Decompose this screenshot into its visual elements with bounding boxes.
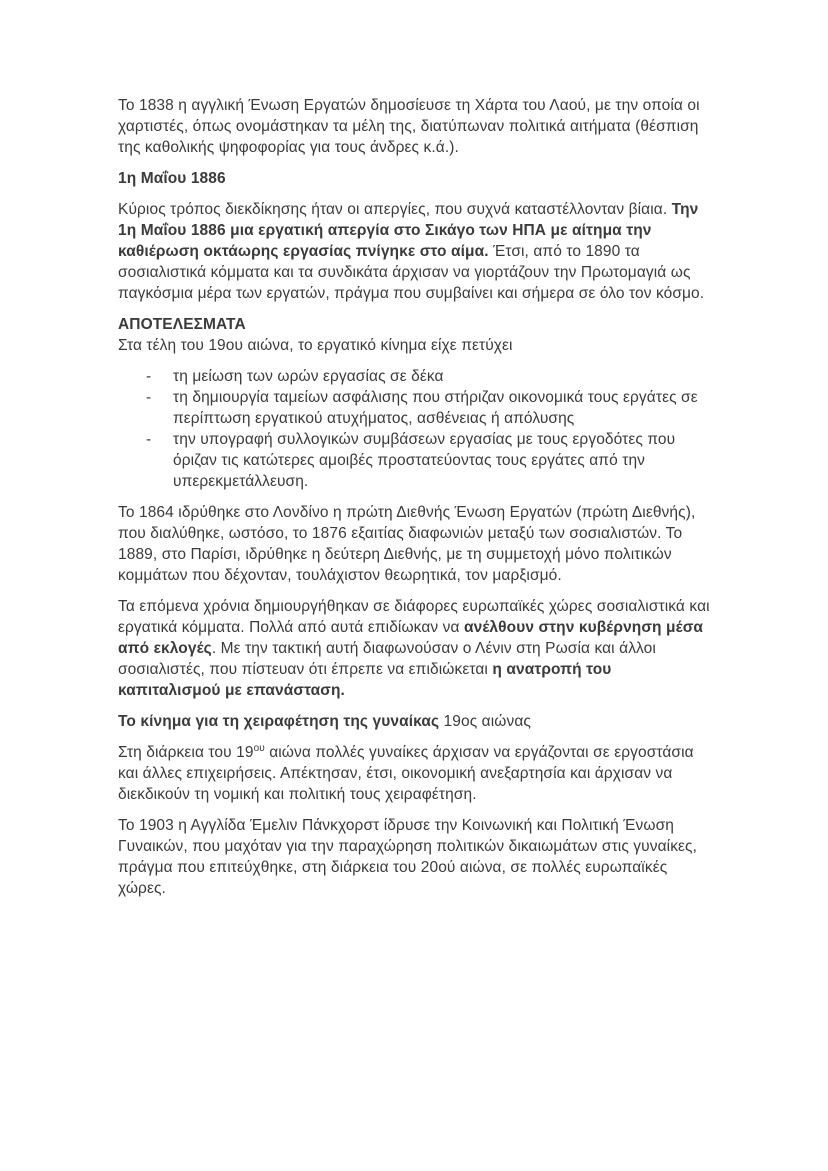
ordinal-superscript: ου xyxy=(253,742,265,754)
bullet-dash: - xyxy=(146,389,152,406)
list-item-text: την υπογραφή συλλογικών συμβάσεων εργασίας με τους εργοδότες που όριζαν τις κατώτερες αμοιβές προστατεύοντας τους εργάτες από την υπερεκμετάλλευση. xyxy=(173,431,676,490)
text-run: Στη διάρκεια του 19 xyxy=(118,744,254,761)
paragraph-internationals: Το 1864 ιδρύθηκε στο Λονδίνο η πρώτη Διεθνής Ένωση Εργατών (πρώτη Διεθνής), που διαλύθηκε, ωστόσο, το 1876 εξαιτίας διαφωνιών μεταξύ των σοσιαλιστών. Το 1889, στο Παρίσι, ιδρύθηκε η δεύτερη Διεθνής, με τη συμμετοχή μόνο πολιτικών κομμάτων που δέχονταν, τουλάχιστον θεωρητικά, τον μαρξισμό. xyxy=(118,504,696,584)
text-run: αιώνα πολλές γυναίκες άρχισαν να εργάζονται σε εργοστάσια και άλλες επιχειρήσεις. Απέκτησαν, έτσι, οικονομική ανεξαρτησία και άρχισαν να διεκδικούν τη νομική και πολιτική τους χειραφέτηση. xyxy=(118,744,694,803)
list-item xyxy=(118,366,714,387)
paragraph-women-work xyxy=(118,742,714,805)
text-run: Έτσι, από το 1890 τα σοσιαλιστικά κόμματα και τα συνδικάτα άρχισαν να γιορτάζουν την Πρωτομαγιά ως παγκόσμια μέρα των εργατών, πράγμα που συμβαίνει και σήμερα σε όλο τον κόσμο. xyxy=(118,243,705,302)
list-item-text: τη μείωση των ωρών εργασίας σε δέκα xyxy=(173,368,444,385)
results-bullet-list xyxy=(118,366,714,492)
paragraph-chartists: Το 1838 η αγγλική Ένωση Εργατών δημοσίευσε τη Χάρτα του Λαού, με την οποία οι χαρτιστές, όπως ονομάστηκαν τα μέλη της, διατύπωναν πολιτικά αιτήματα (θέσπιση της καθολικής ψηφοφορίας για τους άνδρες κ.ά.). xyxy=(118,97,700,156)
paragraph-strikes xyxy=(118,199,714,304)
paragraph-results-intro: Στα τέλη του 19ου αιώνα, το εργατικό κίνημα είχε πετύχει xyxy=(118,337,513,354)
heading-text-bold: Το κίνημα για τη χειραφέτηση της γυναίκας xyxy=(118,713,440,730)
paragraph-pankhurst: Το 1903 η Αγγλίδα Έμελιν Πάνκχορστ ίδρυσε την Κοινωνική και Πολιτική Ένωση Γυναικών, που μαχόταν για την παραχώρηση πολιτικών δικαιωμάτων στις γυναίκες, πράγμα που επιτεύχθηκε, στη διάρκεια του 20ού αιώνα, σε πολλές ευρωπαϊκές χώρες. xyxy=(118,817,698,897)
heading-results: ΑΠΟΤΕΛΕΣΜΑΤΑ xyxy=(118,316,246,333)
heading-text: 19ος αιώνας xyxy=(439,713,531,730)
heading-may-day-1886: 1η Μαΐου 1886 xyxy=(118,170,226,187)
bullet-dash: - xyxy=(146,431,152,448)
text-run: Κύριος τρόπος διεκδίκησης ήταν οι απεργίες, που συχνά καταστέλλονταν βίαια. xyxy=(118,201,672,218)
list-item xyxy=(118,429,714,492)
text-run-bold: ανέλθουν στην κυβέρνηση μέσα από εκλογές xyxy=(118,619,704,657)
text-run-bold: η ανατροπή του καπιταλισμού με επανάσταση. xyxy=(118,661,612,699)
list-item xyxy=(118,387,714,429)
text-run: Τα επόμενα χρόνια δημιουργήθηκαν σε διάφορες ευρωπαϊκές χώρες σοσιαλιστικά και εργατικά κόμματα. Πολλά από αυτά επιδίωκαν να xyxy=(118,598,710,636)
list-item-text: τη δημιουργία ταμείων ασφάλισης που στήριζαν οικονομικά τους εργάτες σε περίπτωση εργατικού ατυχήματος, ασθένειας ή απόλυσης xyxy=(173,389,698,427)
text-run: . Με την τακτική αυτή διαφωνούσαν ο Λένιν στη Ρωσία και άλλοι σοσιαλιστές, που πίστευαν ότι έπρεπε να επιδιώκεται xyxy=(118,640,656,678)
document-content xyxy=(118,95,714,909)
heading-women-emancipation xyxy=(118,711,714,732)
text-run-bold: Την 1η Μαΐου 1886 μια εργατική απεργία στο Σικάγο των ΗΠΑ με αίτημα την καθιέρωση οκτάωρης εργασίας πνίγηκε στο αίμα. xyxy=(118,201,699,260)
paragraph-socialist-parties xyxy=(118,596,714,701)
bullet-dash: - xyxy=(146,368,152,385)
